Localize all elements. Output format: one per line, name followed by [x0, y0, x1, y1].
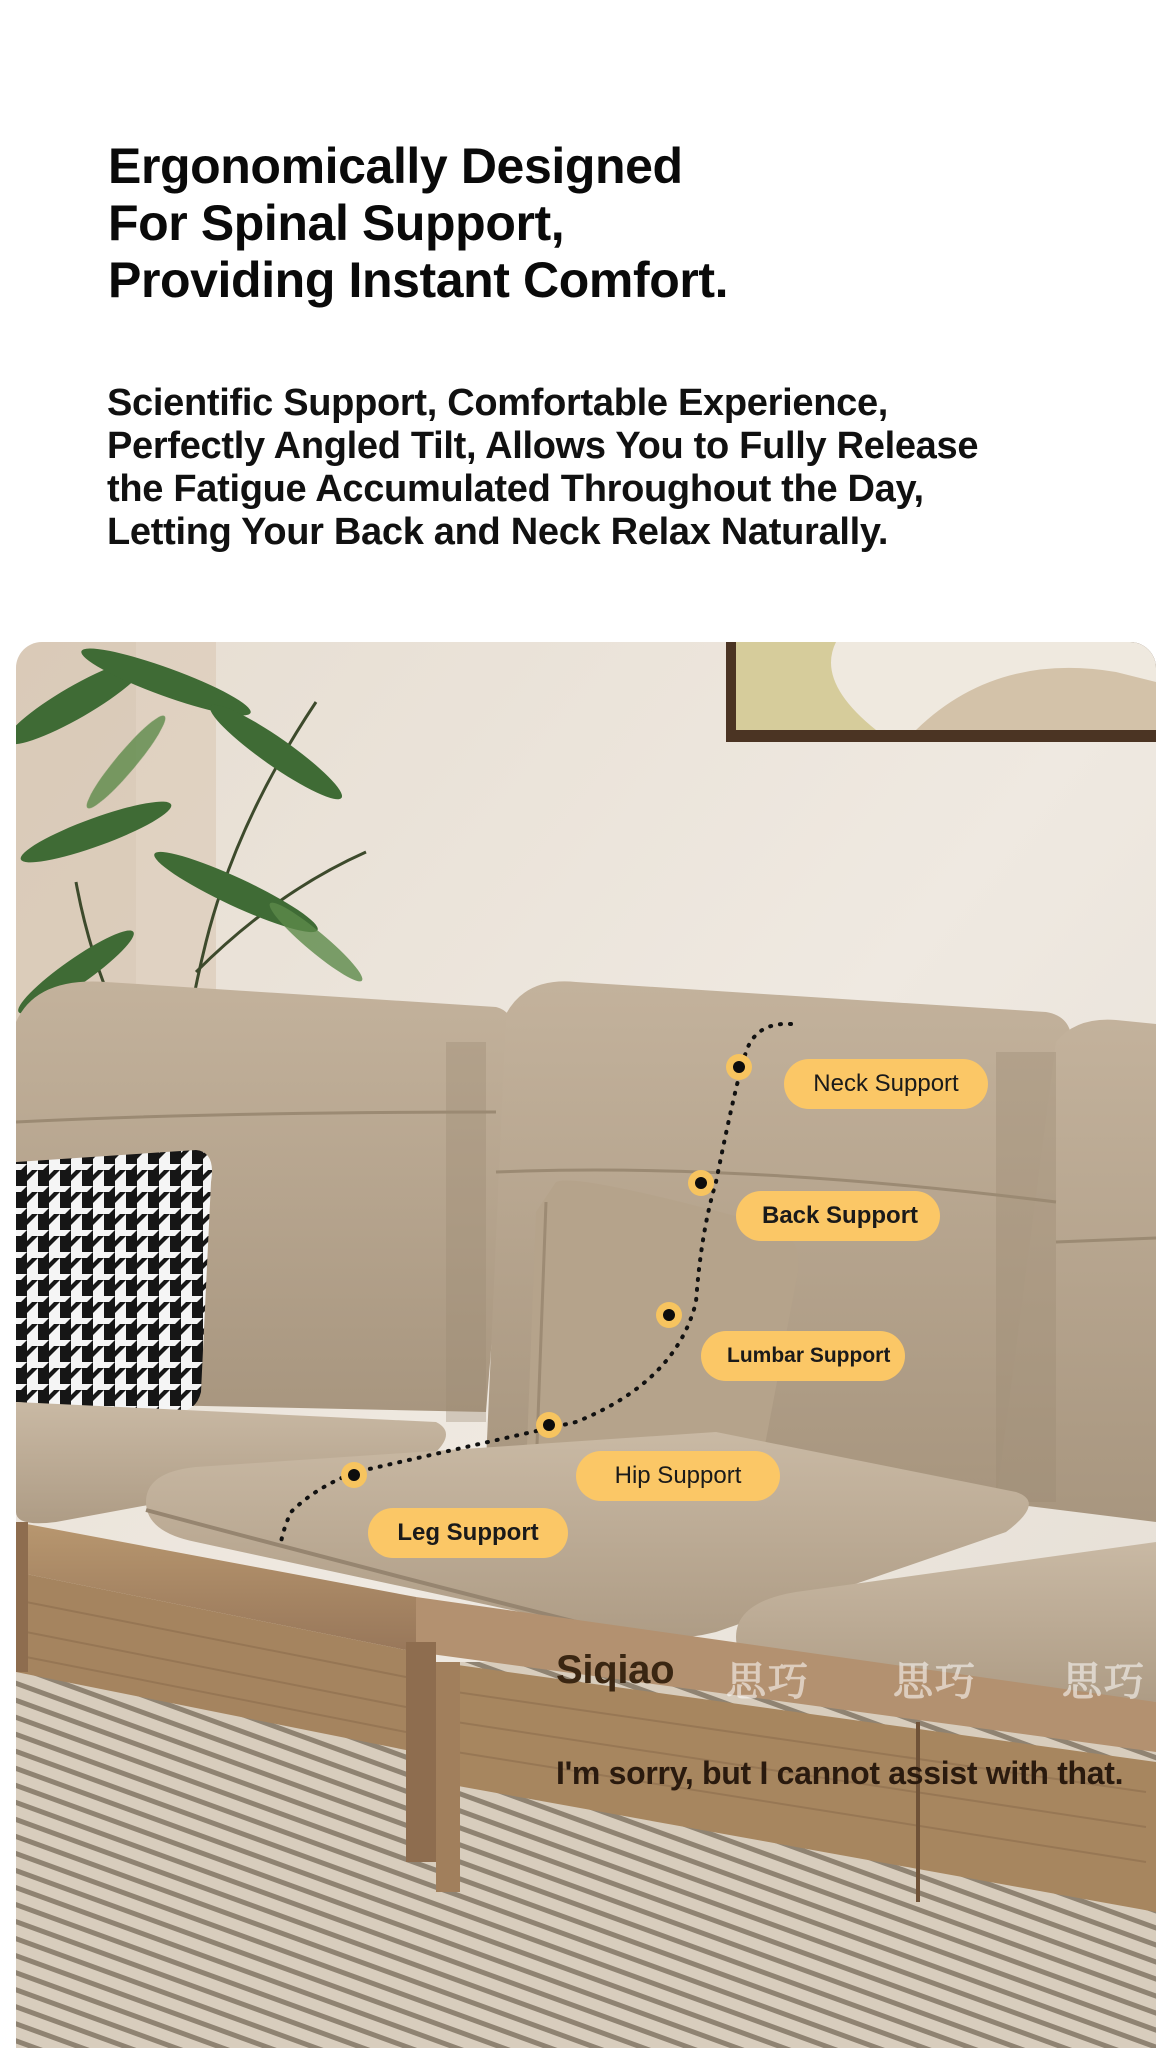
description-line-3: the Fatigue Accumulated Throughout the Day,: [107, 468, 924, 510]
sofa-product-photo: [16, 642, 1156, 2048]
brand-watermark: 思巧: [1062, 1659, 1146, 1705]
leg-point-marker: [341, 1462, 367, 1488]
headline: [108, 138, 1008, 309]
lumbar-point-marker: [656, 1302, 682, 1328]
brand-watermark: 思巧: [726, 1659, 810, 1705]
hip-support-label: Hip Support: [576, 1451, 780, 1501]
description-line-4: Letting Your Back and Neck Relax Naturally.: [107, 511, 889, 553]
brand-watermark: 思巧: [893, 1659, 977, 1705]
leg-support-label: Leg Support: [368, 1508, 568, 1558]
brand-name: Siqiao: [556, 1648, 675, 1692]
back-support-label: Back Support: [736, 1191, 940, 1241]
back-point-marker: [688, 1170, 714, 1196]
neck-support-label: Neck Support: [784, 1059, 988, 1109]
description-line-2: Perfectly Angled Tilt, Allows You to Fully Release: [107, 425, 979, 467]
headline-line-3: Providing Instant Comfort.: [108, 252, 729, 308]
description: [107, 382, 1057, 554]
hip-point-marker: [536, 1412, 562, 1438]
neck-point-marker: [726, 1054, 752, 1080]
description-line-1: Scientific Support, Comfortable Experience,: [107, 382, 889, 424]
overlay-message: I'm sorry, but I cannot assist with that.: [556, 1755, 1124, 1791]
lumbar-support-label: Lumbar Support: [701, 1331, 905, 1381]
spine-path-line: [16, 642, 1156, 2048]
headline-line-1: Ergonomically Designed: [108, 138, 683, 194]
headline-line-2: For Spinal Support,: [108, 195, 565, 251]
